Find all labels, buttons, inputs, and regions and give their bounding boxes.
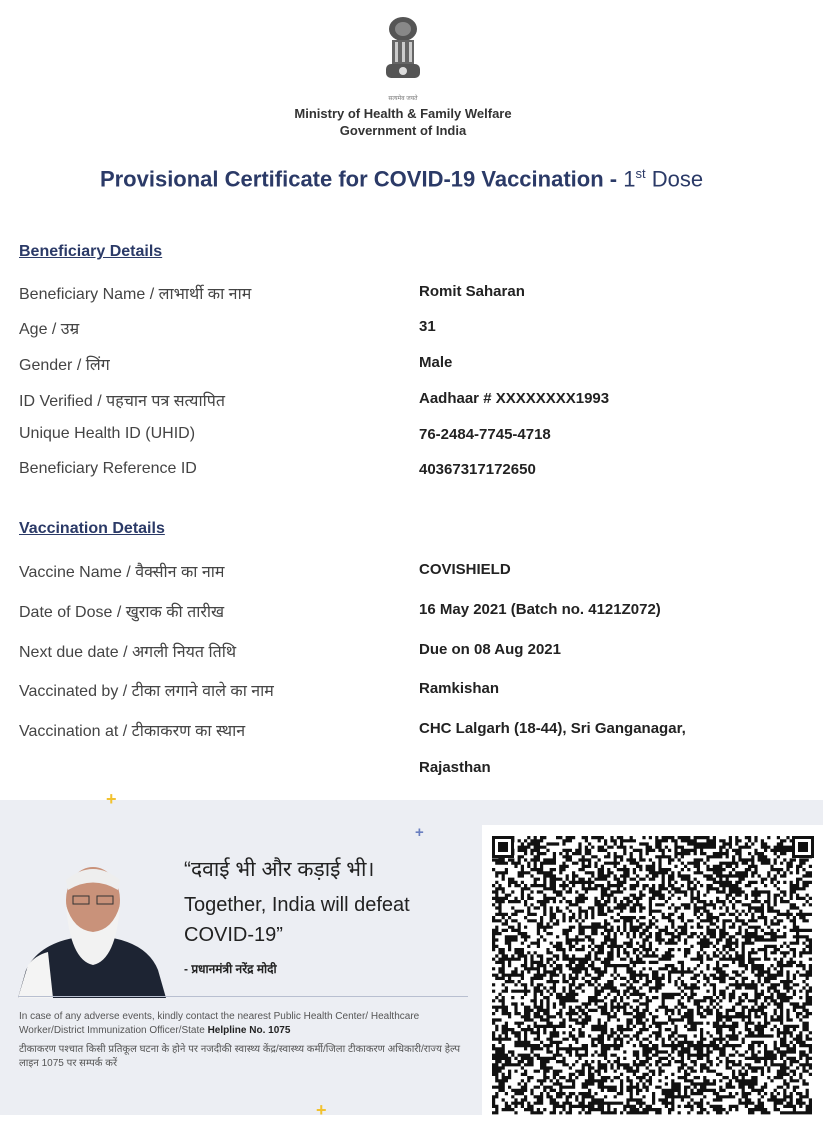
divider: [18, 996, 468, 997]
ministry-name: Ministry of Health & Family Welfare: [294, 106, 512, 121]
beneficiary-label: Beneficiary Reference ID: [19, 460, 197, 477]
beneficiary-value: Aadhaar # XXXXXXXX1993: [419, 390, 610, 407]
beneficiary-value: 31: [419, 318, 436, 335]
vaccination-label: Vaccinated by / टीका लगाने वाले का नाम: [19, 683, 274, 700]
quote-english-line2: COVID-19”: [184, 924, 283, 946]
qr-finder-pattern: [498, 842, 508, 852]
vaccination-value: CHC Lalgarh (18-44), Sri Ganganagar,: [419, 720, 686, 737]
plus-decoration-icon: +: [316, 1100, 327, 1120]
qr-finder-pattern: [798, 842, 808, 852]
adverse-events-hindi: टीकाकरण पश्चात किसी प्रतिकूल घटना के होने पर नजदीकी स्वास्थ्य केंद्र/स्वास्थ्य कर्मी/जिला टीकाकरण अधिकारी/राज्य हेल्प लाइन 1075 पर सम्पर्क करें: [19, 1044, 461, 1069]
emblem-motto: सत्यमेव जयते: [388, 96, 418, 102]
qr-modules: [492, 836, 812, 1114]
vaccination-details-heading: Vaccination Details: [19, 520, 165, 537]
footer-text: [19, 1010, 481, 1071]
page-title: Provisional Certificate for COVID-19 Vaccination - 1st Dose: [99, 166, 704, 192]
vaccination-value: Ramkishan: [419, 680, 500, 697]
adverse-events-english: In case of any adverse events, kindly contact the nearest Public Health Center/ Healthcare Worker/District Immunization Officer/State Helpline No. 1075: [19, 1011, 420, 1036]
beneficiary-value: Male: [419, 354, 453, 371]
national-emblem-icon: [378, 14, 428, 94]
qr-code[interactable]: [492, 836, 814, 1115]
vaccination-label: Vaccine Name / वैक्सीन का नाम: [19, 564, 225, 581]
vaccination-label: Next due date / अगली नियत तिथि: [19, 644, 237, 661]
vaccination-value: Due on 08 Aug 2021: [419, 641, 561, 658]
quote-author: - प्रधानमंत्री नरेंद्र मोदी: [184, 962, 277, 976]
vaccination-label: Vaccination at / टीकाकरण का स्थान: [19, 723, 246, 740]
beneficiary-value: 40367317172650: [419, 461, 536, 478]
beneficiary-value: Romit Saharan: [419, 283, 525, 300]
beneficiary-label: Gender / लिंग: [19, 357, 110, 374]
government-name: Government of India: [339, 123, 467, 138]
beneficiary-label: Beneficiary Name / लाभार्थी का नाम: [19, 286, 252, 303]
beneficiary-label: Unique Health ID (UHID): [19, 425, 196, 442]
plus-decoration-icon: +: [106, 789, 117, 809]
vaccination-value: 16 May 2021 (Batch no. 4121Z072): [419, 601, 661, 618]
vaccination-value-cont: Rajasthan: [419, 759, 491, 776]
beneficiary-label: ID Verified / पहचान पत्र सत्यापित: [19, 393, 225, 410]
beneficiary-label: Age / उम्र: [19, 321, 80, 338]
vaccination-label: Date of Dose / खुराक की तारीख: [19, 604, 225, 621]
quote-english-line1: Together, India will defeat: [184, 894, 410, 916]
quote-hindi: “दवाई भी और कड़ाई भी।: [184, 858, 375, 881]
prime-minister-photo: [18, 860, 168, 998]
plus-decoration-icon: +: [415, 824, 424, 841]
beneficiary-value: 76-2484-7745-4718: [419, 426, 551, 443]
beneficiary-details-heading: Beneficiary Details: [19, 243, 163, 260]
vaccination-value: COVISHIELD: [419, 561, 511, 578]
